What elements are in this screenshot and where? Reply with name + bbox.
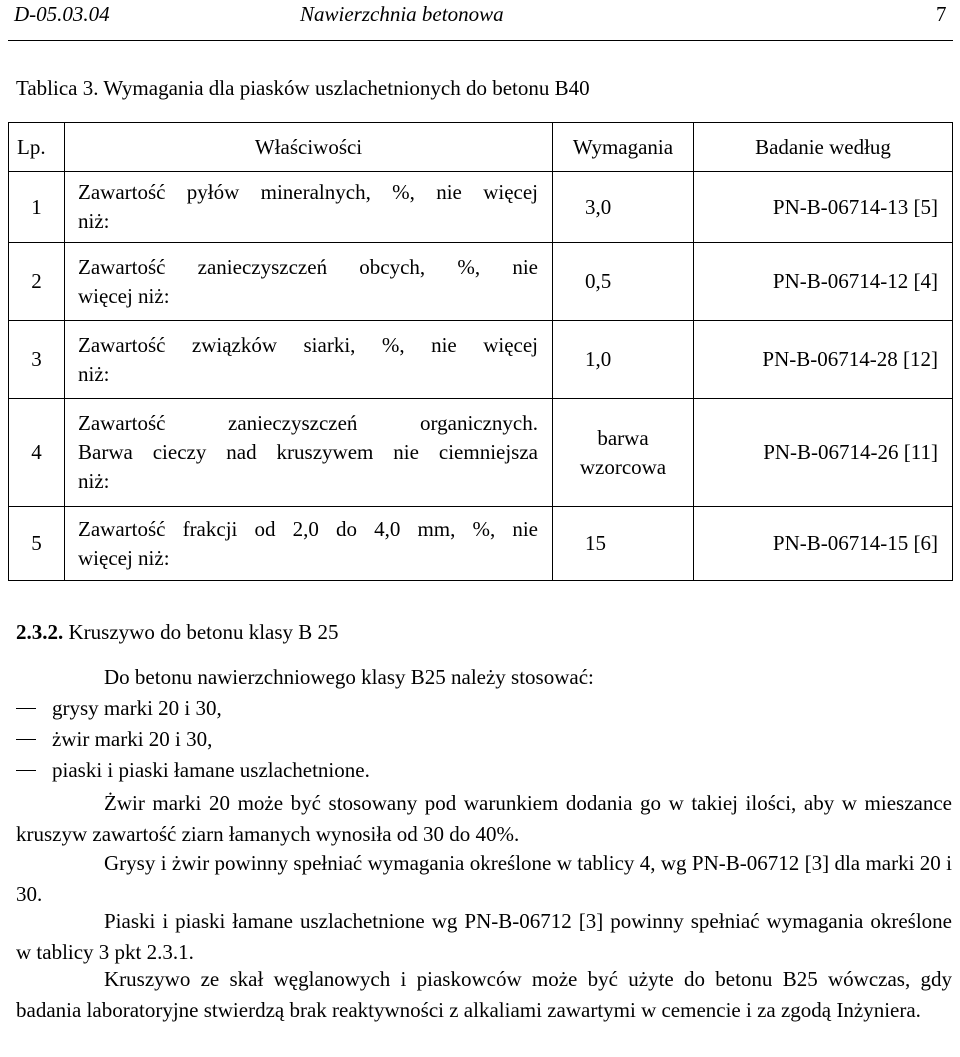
table-row xyxy=(9,321,953,399)
property-cell xyxy=(65,172,553,243)
column-header-test-method: Badanie według xyxy=(694,123,953,172)
requirement-value: 15 xyxy=(585,531,606,555)
property-line: niż: xyxy=(78,209,110,233)
requirement-cell xyxy=(553,172,694,243)
property-line: Zawartość zanieczyszczeń organicznych. xyxy=(78,411,538,435)
test-method-cell: PN-B-06714-28 [12] xyxy=(694,321,953,399)
property-line: Zawartość związków siarki, %, nie więcej xyxy=(78,332,538,357)
column-header-lp: Lp. xyxy=(9,123,65,172)
section-heading xyxy=(16,620,339,645)
paragraph: Żwir marki 20 może być stosowany pod warunkiem dodania go w takiej ilości, aby w mieszance kruszyw zawartość ziarn łamanych wynosiła od 30 do 40%. xyxy=(16,791,952,846)
header-rule xyxy=(8,40,953,41)
test-method-cell: PN-B-06714-12 [4] xyxy=(694,243,953,321)
requirement-value: 1,0 xyxy=(585,347,612,371)
paragraph: Piaski i piaski łamane uszlachetnione wg PN-B-06712 [3] powinny spełniać wymagania określone w tablicy 3 pkt 2.3.1. xyxy=(16,909,952,964)
table-row xyxy=(9,399,953,507)
table-row xyxy=(9,243,953,321)
property-line: Zawartość pyłów mineralnych, %, nie więcej xyxy=(78,180,538,204)
requirements-table xyxy=(8,122,953,581)
dash-bullet-icon xyxy=(16,770,36,771)
requirement-value: 3,0 xyxy=(585,194,612,219)
row-number: 1 xyxy=(9,172,65,243)
property-line: Zawartość frakcji od 2,0 do 4,0 mm, %, nie xyxy=(78,516,538,541)
table-row xyxy=(9,172,953,243)
document-code: D-05.03.04 xyxy=(14,2,110,26)
table-row xyxy=(9,507,953,581)
property-cell xyxy=(65,321,553,399)
dash-bullet-icon xyxy=(16,708,36,709)
property-cell xyxy=(65,243,553,321)
paragraph: Grysy i żwir powinny spełniać wymagania określone w tablicy 4, wg PN-B-06712 [3] dla marki 20 i 30. xyxy=(16,851,952,906)
list-item xyxy=(16,727,212,752)
table-caption: Tablica 3. Wymagania dla piasków uszlachetnionych do betonu B40 xyxy=(16,76,590,100)
paragraph: Kruszywo ze skał węglanowych i piaskowców może być użyte do betonu B25 wówczas, gdy badania laboratoryjne stwierdzą brak reaktywności z alkaliami zawartymi w cemencie i za zgodą Inżyniera. xyxy=(16,967,952,1022)
property-cell xyxy=(65,399,553,507)
list-item-text: żwir marki 20 i 30, xyxy=(52,727,213,751)
property-cell xyxy=(65,507,553,581)
requirement-value: barwa xyxy=(597,425,649,450)
column-header-properties: Właściwości xyxy=(65,123,553,172)
requirement-cell xyxy=(553,243,694,321)
requirement-cell xyxy=(553,399,694,507)
section-number: 2.3.2. xyxy=(16,620,64,644)
dash-bullet-icon xyxy=(16,739,36,740)
section-intro: Do betonu nawierzchniowego klasy B25 należy stosować: xyxy=(104,665,594,689)
document-title: Nawierzchnia betonowa xyxy=(300,2,504,26)
list-item-text: piaski i piaski łamane uszlachetnione. xyxy=(52,758,370,782)
property-line: niż: xyxy=(78,361,110,386)
list-item-text: grysy marki 20 i 30, xyxy=(52,696,222,720)
requirement-cell xyxy=(553,321,694,399)
page-number: 7 xyxy=(936,2,947,26)
row-number: 3 xyxy=(9,321,65,399)
test-method-cell: PN-B-06714-26 [11] xyxy=(694,399,953,507)
requirement-value: wzorcowa xyxy=(579,454,667,479)
row-number: 4 xyxy=(9,399,65,507)
row-number: 2 xyxy=(9,243,65,321)
property-line: więcej niż: xyxy=(78,545,170,570)
test-method-cell: PN-B-06714-15 [6] xyxy=(694,507,953,581)
requirement-value: 0,5 xyxy=(585,269,612,293)
list-item xyxy=(16,696,222,721)
requirement-cell xyxy=(553,507,694,581)
property-line: Zawartość zanieczyszczeń obcych, %, nie xyxy=(78,254,538,279)
test-method-cell: PN-B-06714-13 [5] xyxy=(694,172,953,243)
property-line: niż: xyxy=(78,469,110,493)
column-header-requirements: Wymagania xyxy=(553,123,694,172)
property-line: Barwa cieczy nad kruszywem nie ciemniejsza xyxy=(78,440,538,464)
list-item xyxy=(16,758,370,783)
table-header-row xyxy=(9,123,953,172)
section-title: Kruszywo do betonu klasy B 25 xyxy=(68,620,339,644)
property-line: więcej niż: xyxy=(78,283,170,308)
row-number: 5 xyxy=(9,507,65,581)
